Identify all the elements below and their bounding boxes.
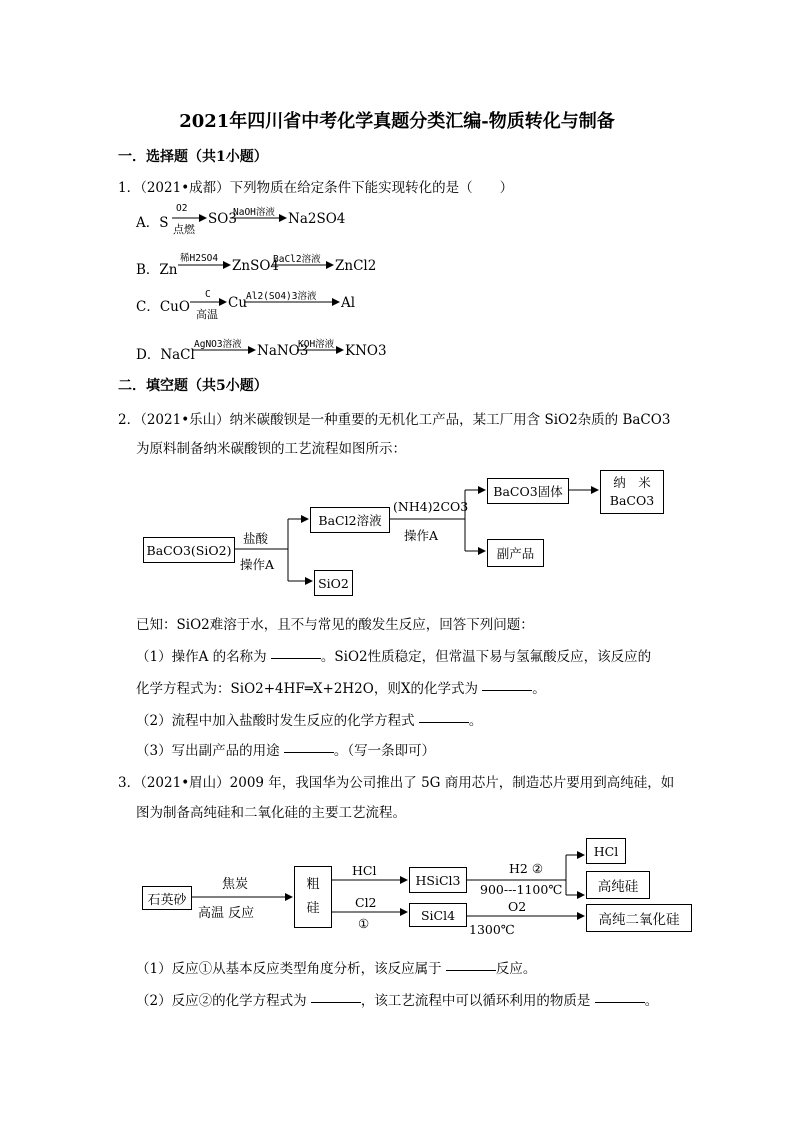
label-reaction-1: ① — [358, 916, 370, 931]
q1-c-mid: Cu — [228, 295, 248, 311]
q3-line2: 图为制备高纯硅和二氧化硅的主要工艺流程。 — [136, 805, 406, 821]
q1-option-b: B．Zn — [136, 262, 178, 278]
nano-line2: BaCO3 — [609, 493, 655, 508]
q3-p2c: 。 — [644, 993, 659, 1009]
q2-line1: 2．（2021•乐山）纳米碳酸钡是一种重要的无机化工产品，某工厂用含 SiO2杂质的 BaCO3 — [118, 412, 671, 428]
q3-p2a: （2）反应②的化学方程式为 — [136, 993, 311, 1009]
box-hcl-output: HCl — [586, 838, 626, 864]
q3-part2 — [136, 989, 658, 1009]
q1-b-mid: ZnSO4 — [232, 258, 279, 274]
q2-line2: 为原料制备纳米碳酸钡的工艺流程如图所示： — [136, 441, 406, 457]
box-nano-baco3 — [600, 470, 664, 514]
q1-b-end: ZnCl2 — [335, 258, 377, 274]
q3-p1b: 反应。 — [495, 961, 537, 977]
box-pure-si: 高纯硅 — [586, 871, 650, 899]
q1-c-cond2-top: Al2(SO4)3溶液 — [246, 291, 317, 302]
label-cl2: Cl2 — [355, 895, 377, 910]
q1-c-end: Al — [341, 295, 356, 311]
q1-d-mid: NaNO3 — [257, 343, 309, 359]
q3-p2b: ，该工艺流程中可以循环利用的物质是 — [360, 993, 595, 1009]
q1-stem: 1．（2021•成都）下列物质在给定条件下能实现转化的是（ ） — [118, 180, 514, 196]
answer-blank[interactable] — [482, 689, 532, 691]
answer-blank[interactable] — [271, 657, 321, 659]
box-quartz-sand: 石英砂 — [142, 886, 192, 910]
q2-part1-line2 — [136, 677, 546, 697]
q2-p1a: （1）操作A 的名称为 — [136, 649, 271, 665]
q3-part1 — [136, 957, 536, 977]
q1-c-cond1-top: C — [205, 289, 211, 300]
q1-option-d: D．NaCl — [136, 347, 195, 363]
q2-part2 — [136, 709, 482, 729]
q1-d-end: KNO3 — [345, 343, 387, 359]
q3-p1a: （1）反应①从基本反应类型角度分析，该反应属于 — [136, 961, 446, 977]
q1-d-cond2-top: KOH溶液 — [298, 339, 335, 350]
q1-a-mid: SO3 — [208, 211, 237, 227]
answer-blank[interactable] — [311, 1001, 361, 1003]
box-baco3-sio2: BaCO3(SiO2) — [143, 537, 235, 563]
crude-si-line1: 粗 — [306, 877, 320, 892]
q2-known: 已知：SiO2难溶于水，且不与常见的酸发生反应，回答下列问题： — [136, 617, 534, 633]
box-crude-si — [294, 866, 332, 928]
answer-blank[interactable] — [595, 1001, 645, 1003]
page-title: 2021年四川省中考化学真题分类汇编-物质转化与制备 — [179, 111, 615, 132]
q1-a-cond1-top: O2 — [176, 203, 188, 214]
answer-blank[interactable] — [284, 751, 334, 753]
q2-p3a: （3）写出副产品的用途 — [136, 743, 284, 759]
q3-line1: 3．（2021•眉山）2009 年，我国华为公司推出了 5G 商用芯片，制造芯片要用到高纯硅，如 — [118, 775, 675, 791]
answer-blank[interactable] — [419, 721, 469, 723]
q1-a-cond2-top: NaOH溶液 — [233, 207, 275, 218]
q1-a-end: Na2SO4 — [288, 211, 346, 227]
q1-option-c: C．CuO — [136, 299, 190, 315]
q1-d-cond1-top: AgNO3溶液 — [194, 339, 242, 350]
q2-part3 — [136, 739, 435, 759]
label-hcl: 盐酸 — [243, 531, 269, 546]
q1-a-label: A．S — [136, 215, 169, 231]
label-hcl-reagent: HCl — [352, 863, 377, 878]
q2-p3b: 。（写一条即可） — [333, 743, 436, 759]
label-1300c: 1300℃ — [469, 922, 515, 937]
q2-part1-line1 — [136, 645, 651, 665]
box-byproduct: 副产品 — [487, 539, 544, 567]
box-sio2: SiO2 — [314, 570, 353, 596]
q1-c-cond1-bottom: 高温 — [196, 308, 218, 321]
box-hsicl3: HSiCl3 — [409, 867, 467, 893]
q2-p2a: （2）流程中加入盐酸时发生反应的化学方程式 — [136, 713, 419, 729]
q2-p2b: 。 — [468, 713, 483, 729]
label-nh4-2co3: (NH4)2CO3 — [393, 499, 469, 514]
box-sicl4: SiCl4 — [409, 903, 467, 927]
section-heading-choice: 一．选择题（共1小题） — [118, 149, 268, 165]
label-high-temp: 高温 反应 — [198, 906, 255, 921]
q2-p1c: 化学方程式为：SiO2+4HF═X+2H2O，则X的化学式为 — [136, 681, 483, 697]
crude-si-line2: 硅 — [306, 901, 320, 916]
q2-p1d: 。 — [532, 681, 546, 697]
box-baco3-solid: BaCO3固体 — [487, 478, 569, 504]
q1-b-cond1-top: 稀H2SO4 — [180, 253, 219, 264]
q2-p1b: 。SiO2性质稳定，但常温下易与氢氟酸反应，该反应的 — [320, 649, 652, 665]
box-bacl2-solution: BaCl2溶液 — [310, 507, 390, 533]
label-o2: O2 — [508, 899, 527, 914]
box-pure-sio2: 高纯二氧化硅 — [586, 904, 692, 932]
q1-b-cond2-top: BaCl2溶液 — [273, 254, 321, 265]
nano-line1: 纳 米 — [613, 475, 651, 490]
section-heading-fill: 二．填空题（共5小题） — [118, 378, 268, 394]
answer-blank[interactable] — [446, 969, 496, 971]
label-operation-a-1: 操作A — [240, 557, 275, 572]
label-coke: 焦炭 — [222, 877, 249, 892]
q1-a-cond1-bottom: 点燃 — [173, 223, 195, 236]
label-temp-range: 900---1100℃ — [480, 882, 563, 897]
label-h2-reaction-2: H2 ② — [509, 861, 544, 876]
label-operation-a-2: 操作A — [404, 528, 439, 543]
